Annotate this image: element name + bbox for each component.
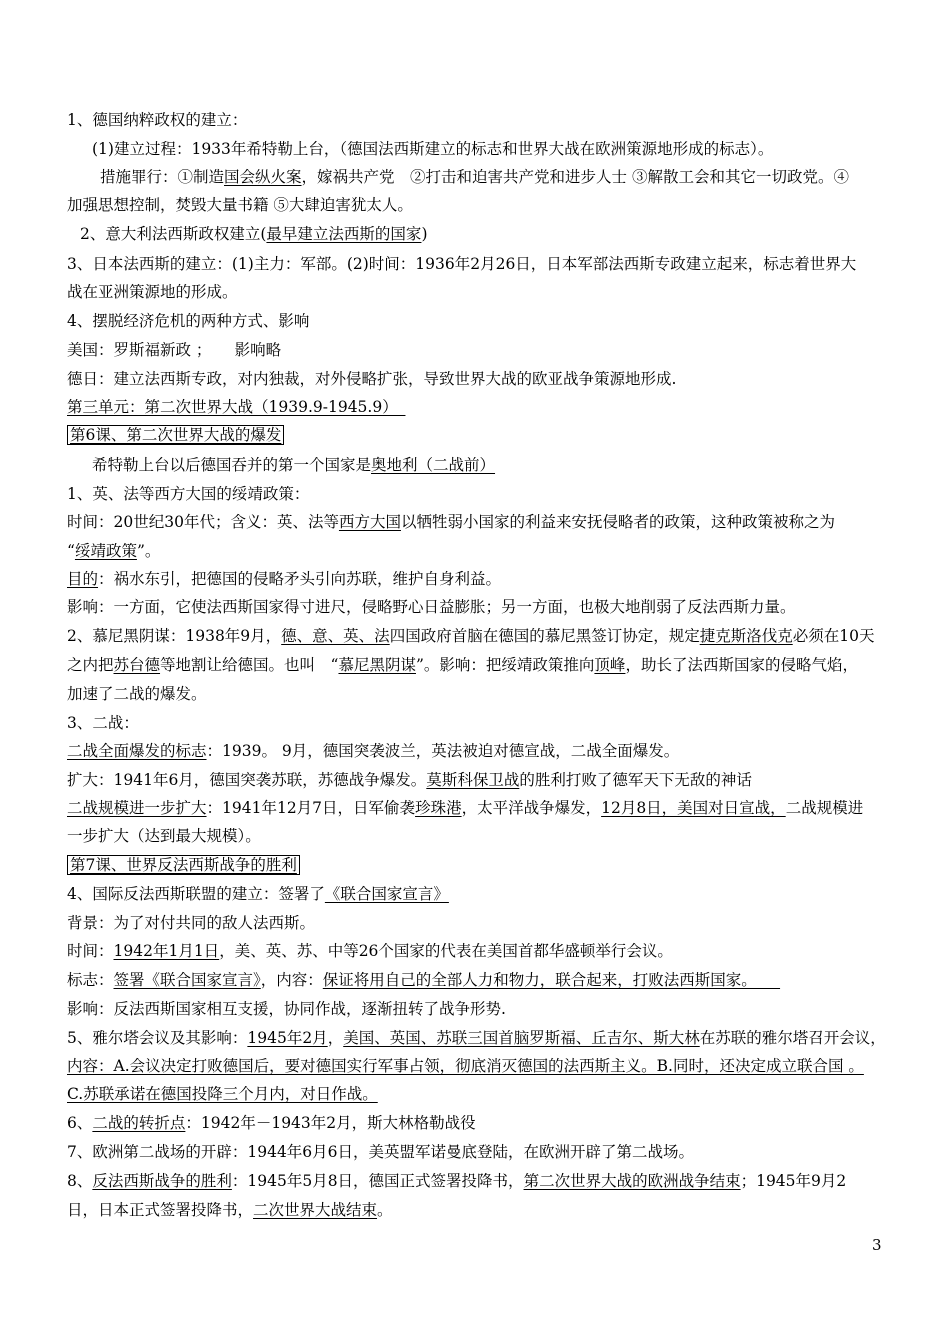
text-segment: 时间：20世纪30年代；含义：英、法等 bbox=[67, 513, 339, 531]
underlined-text: 第7课、世界反法西斯战争的胜利 bbox=[67, 855, 300, 875]
text-segment: 5、雅尔塔会议及其影响： bbox=[67, 1029, 248, 1047]
text-line bbox=[67, 626, 897, 646]
text-line bbox=[67, 541, 897, 561]
text-segment: 二战规模进 bbox=[785, 799, 864, 817]
text-line bbox=[67, 1028, 897, 1048]
text-line bbox=[67, 512, 897, 532]
text-line bbox=[67, 597, 897, 617]
text-line bbox=[67, 569, 897, 589]
underlined-text: 二战规模进一步扩大 bbox=[67, 799, 207, 817]
text-segment: 6、 bbox=[67, 1114, 93, 1132]
text-segment: 2、意大利法西斯政权建立( bbox=[80, 225, 267, 243]
text-segment: 美国：罗斯福新政 ； 影响略 bbox=[67, 341, 282, 359]
text-segment: ，美、英、苏、中等26个国家的代表在美国首都华盛顿举行会议。 bbox=[219, 942, 673, 960]
text-segment: ) bbox=[421, 225, 428, 243]
underlined-text: 《联合国家宣言》 bbox=[324, 885, 449, 903]
text-segment: 在苏联的雅尔塔召开会议， bbox=[699, 1029, 886, 1047]
underlined-text: 反法西斯战争的胜利 bbox=[92, 1172, 232, 1190]
underlined-text: 西方大国 bbox=[338, 513, 401, 531]
text-line bbox=[67, 484, 897, 504]
text-segment: 日，日本正式签署投降书， bbox=[67, 1201, 254, 1219]
text-segment: 时间： bbox=[67, 942, 114, 960]
text-segment: 德日：建立法西斯专政，对内独裁，对外侵略扩张，导致世界大战的欧亚战争策源地形成. bbox=[67, 370, 677, 388]
text-line bbox=[67, 970, 897, 990]
text-segment: ；1945年9月2 bbox=[740, 1172, 847, 1190]
text-segment: ：1939。 9月，德国突袭波兰，英法被迫对德宣战，二战全面爆发。 bbox=[206, 742, 680, 760]
text-line bbox=[67, 913, 897, 933]
text-segment: 的胜利打败了德军天下无敌的神话 bbox=[519, 771, 752, 789]
underlined-text: 绥靖政策 bbox=[74, 542, 137, 560]
text-segment: 背景：为了对付共同的敌人法西斯。 bbox=[67, 914, 316, 932]
underlined-text: 莫斯科保卫战 bbox=[426, 771, 520, 789]
text-segment: 希特勒上台以后德国吞并的第一个国家是 bbox=[92, 456, 372, 474]
underlined-text: 1942年1月1日 bbox=[113, 942, 220, 960]
text-line bbox=[67, 282, 897, 302]
text-segment: 必须在10天 bbox=[792, 627, 875, 645]
text-segment: 以牺牲弱小国家的利益来安抚侵略者的政策，这种政策被称之为 bbox=[400, 513, 835, 531]
text-segment: 影响：反法西斯国家相互支援，协同作战，逐渐扭转了战争形势. bbox=[67, 1000, 506, 1018]
underlined-text: 德、意、英、法 bbox=[281, 627, 390, 645]
text-segment: (1)建立过程：1933年希特勒上台，（德国法西斯建立的标志和世界大战在欧洲策源地形成的标志）。 bbox=[92, 140, 774, 158]
text-line bbox=[67, 855, 897, 875]
text-segment: 之内把 bbox=[67, 656, 114, 674]
underlined-text: C.苏联承诺在德国投降三个月内，对日作战。 bbox=[67, 1085, 378, 1103]
text-line bbox=[67, 1084, 897, 1104]
text-segment: ，嫁祸共产党 ②打击和迫害共产党和进步人士 ③解散工会和其它一切政党。④ bbox=[301, 168, 849, 186]
underlined-text: 保证将用自己的全部人力和物力，联合起来，打败法西斯国家。 bbox=[322, 971, 781, 989]
text-segment: 措施罪行：①制造 bbox=[100, 168, 225, 186]
underlined-text: 二次世界大战结束 bbox=[253, 1201, 378, 1219]
text-segment: 标志： bbox=[67, 971, 114, 989]
text-segment: 战在亚洲策源地的形成。 bbox=[67, 283, 238, 301]
text-line bbox=[100, 167, 930, 187]
underlined-text: 签署《联合国家宣言》 bbox=[113, 971, 261, 989]
text-segment: 四国政府首脑在德国的慕尼黑签订协定，规定 bbox=[389, 627, 700, 645]
text-segment: ，助长了法西斯国家的侵略气焰， bbox=[625, 656, 858, 674]
text-segment: 8、 bbox=[67, 1172, 93, 1190]
text-line bbox=[67, 1113, 897, 1133]
text-line bbox=[67, 884, 897, 904]
text-line bbox=[67, 770, 897, 790]
text-segment: 加速了二战的爆发。 bbox=[67, 685, 207, 703]
text-segment: 7、欧洲第二战场的开辟：1944年6月6日，美英盟军诺曼底登陆，在欧洲开辟了第二战场。 bbox=[67, 1143, 695, 1161]
underlined-text: 奥地利（二战前） bbox=[371, 456, 496, 474]
text-line bbox=[67, 798, 897, 818]
text-segment: ，内容： bbox=[260, 971, 323, 989]
text-line bbox=[67, 110, 897, 130]
text-line bbox=[67, 713, 897, 733]
text-line bbox=[67, 1142, 897, 1162]
text-line bbox=[67, 369, 897, 389]
underlined-text: 慕尼黑阴谋 bbox=[338, 656, 416, 674]
text-segment: 1、德国纳粹政权的建立： bbox=[67, 111, 248, 129]
text-segment: 扩大：1941年6月，德国突袭苏联，苏德战争爆发。 bbox=[67, 771, 427, 789]
text-segment: ，太平洋战争爆发， bbox=[461, 799, 602, 817]
text-segment: 加强思想控制，焚毁大量书籍 ⑤大肆迫害犹太人。 bbox=[67, 196, 413, 214]
text-line bbox=[67, 254, 897, 274]
text-line bbox=[67, 941, 897, 961]
text-segment: ：1941年12月7日，日军偷袭 bbox=[206, 799, 416, 817]
text-segment: 等地割让给德国。也叫 “ bbox=[160, 656, 339, 674]
text-segment: 3、日本法西斯的建立：(1)主力：军部。(2)时间：1936年2月26日，日本军部法西斯专政建立起来，标志着世界大 bbox=[67, 255, 857, 273]
underlined-text: 美国、英国、苏联三国首脑罗斯福、丘吉尔、斯大林 bbox=[343, 1029, 700, 1047]
text-line bbox=[92, 455, 922, 475]
text-segment: ：1942年－1943年2月，斯大林格勒战役 bbox=[185, 1114, 476, 1132]
text-line bbox=[67, 425, 897, 445]
text-segment: 2、慕尼黑阴谋：1938年9月， bbox=[67, 627, 282, 645]
underlined-text: 第二次世界大战的欧洲战争结束 bbox=[523, 1172, 741, 1190]
text-segment: ：祸水东引，把德国的侵略矛头引向苏联，维护自身利益。 bbox=[98, 570, 502, 588]
underlined-text: 二战全面爆发的标志 bbox=[67, 742, 207, 760]
text-segment: ：1945年5月8日，德国正式签署投降书， bbox=[231, 1172, 524, 1190]
underlined-text: 珍珠港 bbox=[415, 799, 462, 817]
text-segment: 3、二战： bbox=[67, 714, 139, 732]
page-number: 3 bbox=[872, 1236, 882, 1254]
underlined-text: 最早建立法西斯的国家 bbox=[266, 225, 422, 243]
text-line bbox=[67, 1200, 897, 1220]
underlined-text: 捷克斯洛伐克 bbox=[699, 627, 793, 645]
underlined-text: 12月8日，美国对日宣战， bbox=[601, 799, 786, 817]
text-line bbox=[67, 655, 897, 675]
underlined-text: 苏台德 bbox=[113, 656, 161, 674]
text-segment: 1、英、法等西方大国的绥靖政策： bbox=[67, 485, 310, 503]
underlined-text: 国会纵火案 bbox=[224, 168, 302, 186]
text-line bbox=[67, 741, 897, 761]
text-line bbox=[67, 1056, 897, 1076]
underlined-text: 顶峰 bbox=[594, 656, 626, 674]
text-line bbox=[67, 999, 897, 1019]
text-segment: ”。 bbox=[136, 542, 161, 560]
underlined-text: 目的 bbox=[67, 570, 99, 588]
text-line bbox=[67, 397, 897, 417]
text-line bbox=[67, 1171, 897, 1191]
text-line bbox=[80, 224, 910, 244]
underlined-text: 第6课、第二次世界大战的爆发 bbox=[67, 425, 284, 445]
text-segment: “ bbox=[67, 542, 75, 560]
text-line bbox=[67, 311, 897, 331]
text-line bbox=[67, 826, 897, 846]
underlined-text: 第三单元：第二次世界大战（1939.9-1945.9） bbox=[67, 398, 406, 416]
text-line bbox=[92, 139, 922, 159]
text-segment: ”。影响：把绥靖政策推向 bbox=[415, 656, 595, 674]
underlined-text: 1945年2月 bbox=[247, 1029, 328, 1047]
underlined-text: 二战的转折点 bbox=[92, 1114, 186, 1132]
underlined-text: 内容：A.会议决定打败德国后，要对德国实行军事占领，彻底消灭德国的法西斯主义。B.同时，还决定成立联合国 。 bbox=[67, 1057, 864, 1075]
text-line bbox=[67, 340, 897, 360]
text-line bbox=[67, 195, 897, 215]
text-segment: ， bbox=[327, 1029, 344, 1047]
text-segment: 影响：一方面，它使法西斯国家得寸进尺，侵略野心日益膨胀；另一方面，也极大地削弱了反法西斯力量。 bbox=[67, 598, 796, 616]
text-segment: 4、国际反法西斯联盟的建立：签署了 bbox=[67, 885, 325, 903]
text-segment: 4、摆脱经济危机的两种方式、影响 bbox=[67, 312, 310, 330]
text-segment: 。 bbox=[377, 1201, 393, 1219]
text-line bbox=[67, 684, 897, 704]
text-segment: 一步扩大（达到最大规模）。 bbox=[67, 827, 261, 845]
